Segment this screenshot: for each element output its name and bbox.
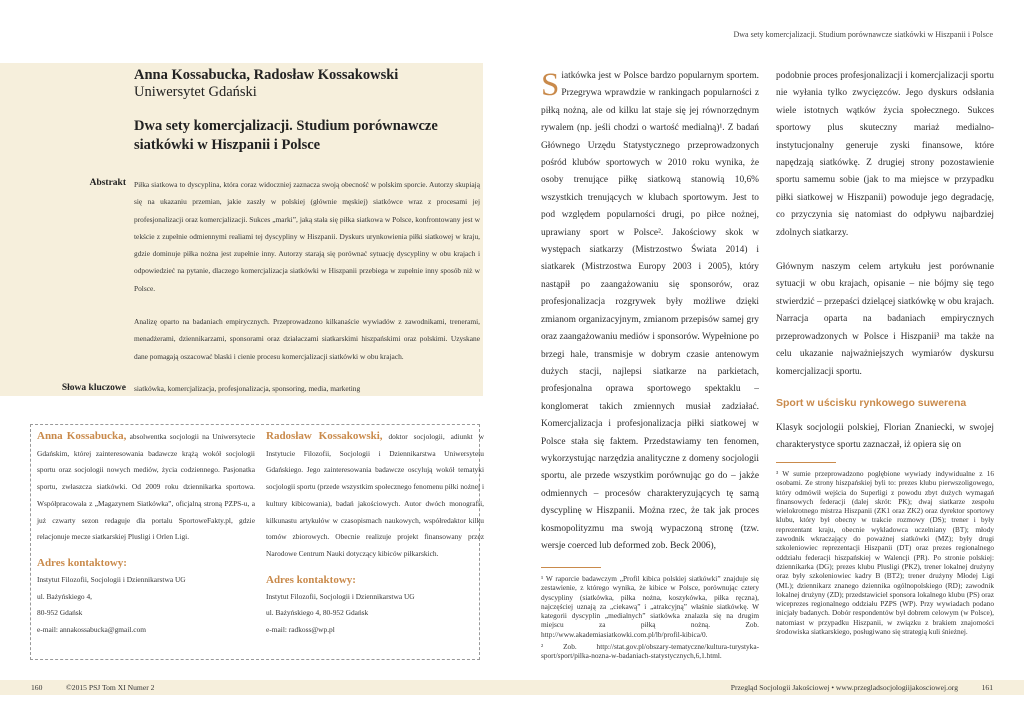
author-bio-text: absolwentka socjologii na Uniwersytecie Gdańskim, której zainteresowania badawcze krążą wokół socjologii sportu oraz socjologii nowych mediów, życia codziennego. Pasjonatka sportu, zwłaszcza siatkówki. Od 2009 roku dziennikarka sportowa. Współpracowała z „Magazynem Siatkówka”, oficjalną stroną PZPS-u, a już czwarty sezon redaguje dla portalu SportoweFakty.pl, gdzie relacjonuje mecze siatkarskiej Plusligi i Orlen Ligi.: [37, 432, 255, 542]
author-bio-text: doktor socjologii, adiunkt w Instytucie Filozofii, Socjologii i Dziennikarstwa Uniwersytetu Gdańskiego. Jego zainteresowania badawcze oscylują wokół tematyki socjologii sportu (przede wszystkim społecznego fenomenu piłki nożnej i kultury kibicowania), badań jakościowych. Autor dwóch monografii, kilkunastu artykułów w czasopismach naukowych, współredaktor kilku tomów zbiorowych. Obecnie realizuje projekt finansowany przez Narodowe Centrum Nauki dotyczący kibiców piłkarskich.: [266, 432, 484, 558]
contact-heading: Adres kontaktowy:: [37, 556, 127, 569]
author-name: Anna Kossabucka,: [37, 430, 127, 442]
footer-journal-info: ©2015 PSJ Tom XI Numer 2: [66, 683, 155, 692]
author-bio-right: [266, 428, 484, 639]
body-paragraph: iatkówka jest w Polsce bardzo popularnym sportem. Przegrywa wprawdzie w rankingach popularności z piłką nożną, ale od kilku lat staje się jej równorzędnym rywalem (np. jeśli chodzi o wartość medialną)¹. Z badań Głównego Urzędu Statystycznego przeprowadzonych pośród klubów sportowych w 2010 roku wynika, że osoby trenujące piłkę siatkową stanowią 10,6% wszystkich trenujących w klubach sportowym. Jest to pod względem popularności drugi, po piłce nożnej, uprawiany sport w Polsce². Jakościowy skok w występach siatkarzy (Mistrzostwo Świata 2014) i siatkarek (Mistrzostwa Europy 2003 i 2005), który nastąpił po zaangażowaniu się sponsorów, oraz profesjonalizacja rozgrywek były możliwe dzięki zmianom organizacyjnym, zmianom przepisów samej gry oraz zaangażowaniu mediów i sponsorów. Wypełnione po brzegi hale, transmisje w dobrym czasie antenowym dużych stacji, najlepsi siatkarze na parkietach, profesjonalna oprawa sportowego spektaklu – konglomerat takich zmiennych musiał zadziałać. Komercjalizacja i profesjonalizacja piłki siatkowej w Polsce stała się faktem. Przedstawiamy ten fenomen, wykorzystując narzędzia analityczne z domeny socjologii sportu, ale przede wszystkim porównując go do – jakże odmiennych – procesów charakteryzujących tę samą dyscyplinę w Hiszpanii. Można rzec, że tak jak proces kosmopolityzmu ma swoją wypaczoną stronę (tzw. wersje coerced lub deformed zob. Beck 2006),: [541, 71, 759, 551]
page-number-right: 161: [981, 683, 993, 692]
abstract-paragraph: Analizę oparto na badaniach empirycznych. Przeprowadzono kilkanaście wywiadów z zawodnikami, trenerami, menadżerami, dziennikarzami, sponsorami oraz działaczami siatkarskimi hiszpańskimi oraz polskimi. Uzyskane dane pomagają oszacować blaski i cienie procesu komercjalizacji siatkówki w obu krajach.: [134, 317, 480, 361]
footnote-rule: [776, 462, 836, 463]
abstract-paragraph: Piłka siatkowa to dyscyplina, która coraz widoczniej zaznacza swoją obecność w polskim sporcie. Autorzy skupiają się na ukazaniu przemian, jakie zaszły w polskiej (głównie męskiej) siatkówce wraz z procesami jej profesjonalizacji oraz komercjalizacji. Sukces „marki”, jaką stała się piłka siatkowa w Polsce, konfrontowany jest w tekście z zupełnie odmiennymi realiami tej dyscypliny w Hiszpanii. Dyskurs urynkowienia piłki siatkowej w kraju, gdzie dominuje piłka nożna jest zupełnie inny. Autorzy starają się porównać sytuację dyscypliny w obu krajach i odpowiedzieć na pytanie, dlaczego komercjalizacja siatkówki w Hiszpanii przebiega w zupełnie inny sposób niż w Polsce.: [134, 180, 480, 293]
author-name: Radosław Kossakowski,: [266, 430, 383, 442]
footnote: ² Zob. http://stat.gov.pl/obszary-tematyczne/kultura-turystyka-sport/sport/pilka-nozna-w-badaniach-statystycznych,6,1.html.: [541, 642, 759, 661]
footnote: ¹ W raporcie badawczym „Profil kibica polskiej siatkówki” znajduje się zestawienie, z którego wynika, że kibice w Polsce, porównując cztery dyscypliny (siatkówka, piłka nożna, koszykówka, piłka ręczna), najczęściej uznają za „ciekawą” i „atrakcyjną” właśnie siatkówkę. W kategorii dyscyplin „medialnych” siatkówka znalazła się na drugim miejscu za piłką nożną. Zob. http://www.akademiasiatkowki.com.pl/lb/profil-kibica/0.: [541, 574, 759, 639]
article-column-1: [541, 68, 759, 555]
article-title: Dwa sety komercjalizacji. Studium porównawcze siatkówki w Hiszpanii i Polsce: [134, 118, 438, 153]
contact-email: e-mail: radkoss@wp.pl: [266, 625, 335, 635]
footer-journal-site: Przegląd Socjologii Jakościowej • www.przegladsocjologiijakosciowej.org: [730, 683, 958, 692]
body-paragraph: podobnie proces profesjonalizacji i komercjalizacji sportu nie wyłania tylko zwycięzców. Jego dyskurs odsłania wiele istotnych wątków życia społecznego. Sukces sportowy plus skuteczny mariaż medialno-instytucjonalny generuje zyski finansowe, które napędzają siatkówkę. Z drugiej strony pozostawienie sportu samemu sobie (jak to ma miejsce w przypadku piłki siatkowej w Hiszpanii) powoduje jego degradację, co przyczynia się natomiast do odpływu najbardziej zdolnych siatkarzy.: [776, 71, 994, 238]
keywords-label: Słowa kluczowe: [61, 383, 126, 393]
footnote: ³ W sumie przeprowadzono pogłębione wywiady indywidualne z 16 osobami. Ze strony hiszpańskiej byli to: prezes klubu pierwszoligowego, który odmówił wejścia do Superligi z powodu zbyt dużych wymagań finansowych federacji (dalej skrót: PK); dwaj siatkarze zespołu wielokrotnego mistrza Hiszpanii (ZK1 oraz ZK2) oraz dyrektor sportowy klubu, który był obecny w trakcie rozmowy (DS); trener i były reprezentant kraju, obecnie wykładowca uczelniany (BT); młody zawodnik wkraczający do poważnej siatkówki (MZ); były drugi szkoleniowiec reprezentacji Hiszpanii (DT) oraz prezes regionalnego oddziału federacji hiszpańskiej w Walencji (PR). Po stronie polskiej: dziennikarka (DG); prezes klubu Plusligi (PK2), trener lokalnej drużyny oraz były szkoleniowiec kadry B (BT2); trener drużyny Młodej Ligi (ML); dziennikarz znanego dziennika ogólnopolskiego (RD); zawodnik lokalnej drużyny (ZD); przedstawiciel sponsora lokalnego klubu (PS) oraz wiceprezes regionalnego oddziału PZPS (WP). Przy wywiadach podano inicjały badanych. Dobór respondentów był dobrem celowym (w Polsce), natomiast w przypadku Hiszpanii, w związku z brakiem znajomości środowiska siatkarskiego, posługiwano się strategią kuli śnieżnej.: [776, 469, 994, 637]
contact-address: 80-952 Gdańsk: [37, 608, 83, 618]
article-column-2: [776, 68, 994, 455]
body-paragraph: Klasyk socjologii polskiej, Florian Znaniecki, w swojej charakterystyce sportu zaznaczał, iż opiera się on: [776, 422, 994, 451]
page-number-left: 160: [31, 683, 43, 692]
footnote-rule: [541, 567, 601, 568]
contact-address: ul. Bażyńskiego 4,: [37, 591, 93, 601]
abstract-label: Abstrakt: [89, 178, 126, 188]
running-head: Dwa sety komercjalizacji. Studium porównawcze siatkówki w Hiszpanii i Polsce: [733, 30, 993, 39]
contact-address: Instytut Filozofii, Socjologii i Dziennikarstwa UG: [37, 574, 186, 584]
section-heading: Sport w uścisku rynkowego suwerena: [776, 396, 967, 409]
authors: Anna Kossabucka, Radosław Kossakowski: [134, 67, 399, 83]
drop-cap: S: [541, 67, 560, 103]
body-paragraph: Głównym naszym celem artykułu jest porównanie sytuacji w obu krajach, opisanie – nie bójmy się tego stwierdzić – przepaści dzielącej siatkówkę w obu krajach. Narracja oparta na badaniach empirycznych przeprowadzonych w Polsce i Hiszpanii³ ma także na celu ukazanie najważniejszych wymiarów dyskursu komercjalizacji sportu.: [776, 262, 994, 377]
author-bio-left: [37, 428, 255, 639]
keywords-text: siatkówka, komercjalizacja, profesjonalizacja, sponsoring, media, marketing: [134, 384, 361, 393]
contact-address: Instytut Filozofii, Socjologii i Dziennikarstwa UG: [266, 591, 415, 601]
affiliation: Uniwersytet Gdański: [134, 84, 257, 100]
footnotes-right: [776, 452, 994, 636]
contact-email: e-mail: annakossabucka@gmail.com: [37, 625, 147, 635]
abstract-body: [134, 176, 480, 365]
contact-address: ul. Bażyńskiego 4, 80-952 Gdańsk: [266, 608, 369, 618]
footnotes-left: [541, 557, 759, 661]
contact-heading: Adres kontaktowy:: [266, 573, 356, 586]
